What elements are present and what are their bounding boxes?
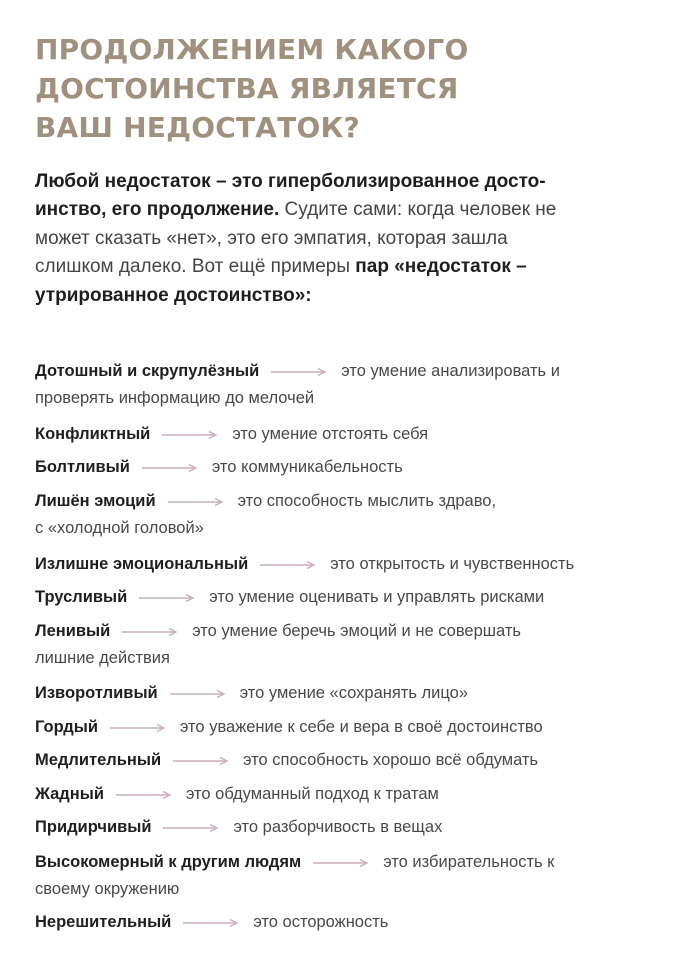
pair-row (35, 747, 675, 774)
list-item (35, 814, 675, 841)
meaning-text: это умение отстоять себя (232, 425, 429, 443)
arrow-right-icon (260, 560, 316, 570)
arrow-right-icon (183, 918, 239, 928)
list-item (35, 618, 675, 672)
intro-line-4 (35, 253, 665, 281)
meaning-continuation: проверять информацию до мелочей (35, 389, 315, 407)
meaning-continuation: с «холодной головой» (35, 519, 204, 537)
intro-line-3: может сказать «нет», это его эмпатия, которая зашла (35, 227, 508, 249)
meaning-text: это открытость и чувственность (330, 555, 575, 573)
trait-label: Гордый (35, 718, 98, 736)
meaning-text: это осторожность (253, 913, 389, 931)
intro-text-2: Судите сами: когда человек не (279, 199, 557, 221)
intro-text-4: слишком далеко. Вот ещё примеры (35, 256, 356, 278)
trait-label: Придирчивый (35, 818, 152, 836)
list-item (35, 454, 675, 481)
intro-bold-2: инство, его продолжение. (35, 199, 280, 221)
trait-label: Жадный (35, 785, 104, 803)
list-item (35, 358, 675, 412)
arrow-right-icon (116, 790, 172, 800)
list-item (35, 781, 675, 808)
meaning-text: это избирательность к (383, 853, 555, 871)
arrow-right-icon (162, 430, 218, 440)
arrow-right-icon (163, 823, 219, 833)
list-item (35, 680, 675, 707)
title-line-2: ДОСТОИНСТВА ЯВЛЯЕТСЯ (35, 72, 459, 105)
trait-label: Медлительный (35, 751, 162, 769)
page-title (35, 30, 595, 147)
list-item (35, 551, 675, 578)
arrow-right-icon (313, 858, 369, 868)
list-item (35, 747, 675, 774)
pair-row (35, 551, 675, 578)
arrow-right-icon (139, 593, 195, 603)
pair-row (35, 680, 675, 707)
intro-bold-4: пар «недостаток – (355, 256, 527, 278)
trait-label: Высокомерный к другим людям (35, 853, 302, 871)
pair-row (35, 849, 675, 876)
trait-label: Изворотливый (35, 684, 158, 702)
arrow-right-icon (170, 689, 226, 699)
list-item (35, 421, 675, 448)
intro-line-2 (35, 196, 665, 224)
intro-line-5 (35, 282, 665, 310)
meaning-text: это коммуникабельность (211, 458, 403, 476)
title-line-3: ВАШ НЕДОСТАТОК? (35, 111, 360, 144)
arrow-right-icon (173, 756, 229, 766)
arrow-right-icon (168, 497, 224, 507)
trait-label: Дотошный и скрупулёзный (35, 362, 260, 380)
meaning-continuation: лишние действия (35, 649, 170, 667)
meaning-text: это способность хорошо всё обдумать (243, 751, 539, 769)
intro-bold-5: утрированное достоинство»: (35, 284, 312, 306)
trait-label: Ленивый (35, 622, 111, 640)
list-item (35, 488, 675, 542)
pair-row (35, 454, 675, 481)
meaning-text: это умение «сохранять лицо» (239, 684, 469, 702)
meaning-text: это обдуманный подход к тратам (185, 785, 439, 803)
pair-row (35, 421, 675, 448)
meaning-text: это умение анализировать и (341, 362, 560, 380)
trait-label: Болтливый (35, 458, 130, 476)
trait-label: Лишён эмоций (35, 492, 156, 510)
arrow-right-icon (142, 463, 198, 473)
arrow-right-icon (271, 367, 327, 377)
meaning-text: это уважение к себе и вера в своё достоинство (180, 718, 543, 736)
list-item (35, 909, 675, 936)
list-item (35, 849, 675, 903)
title-line-1: ПРОДОЛЖЕНИЕМ КАКОГО (35, 33, 469, 66)
meaning-text: это разборчивость в вещах (233, 818, 443, 836)
arrow-right-icon (122, 627, 178, 637)
intro-paragraph (35, 168, 665, 310)
meaning-text: это умение беречь эмоций и не совершать (192, 622, 521, 640)
pair-row (35, 814, 675, 841)
pair-row (35, 714, 675, 741)
pair-row (35, 358, 675, 385)
pair-row (35, 909, 675, 936)
trait-label: Излишне эмоциональный (35, 555, 249, 573)
pair-row (35, 618, 675, 645)
arrow-right-icon (110, 723, 166, 733)
meaning-continuation: своему окружению (35, 880, 180, 898)
meaning-text: это способность мыслить здраво, (237, 492, 497, 510)
trait-label: Трусливый (35, 588, 128, 606)
trait-label: Конфликтный (35, 425, 151, 443)
list-item (35, 584, 675, 611)
list-item (35, 714, 675, 741)
intro-bold-1: Любой недостаток – это гиперболизированное досто- (35, 171, 546, 192)
intro-line-1 (35, 168, 665, 196)
pair-row (35, 488, 675, 515)
pair-row (35, 781, 675, 808)
pair-row (35, 584, 675, 611)
meaning-text: это умение оценивать и управлять рисками (209, 588, 545, 606)
trait-label: Нерешительный (35, 913, 172, 931)
